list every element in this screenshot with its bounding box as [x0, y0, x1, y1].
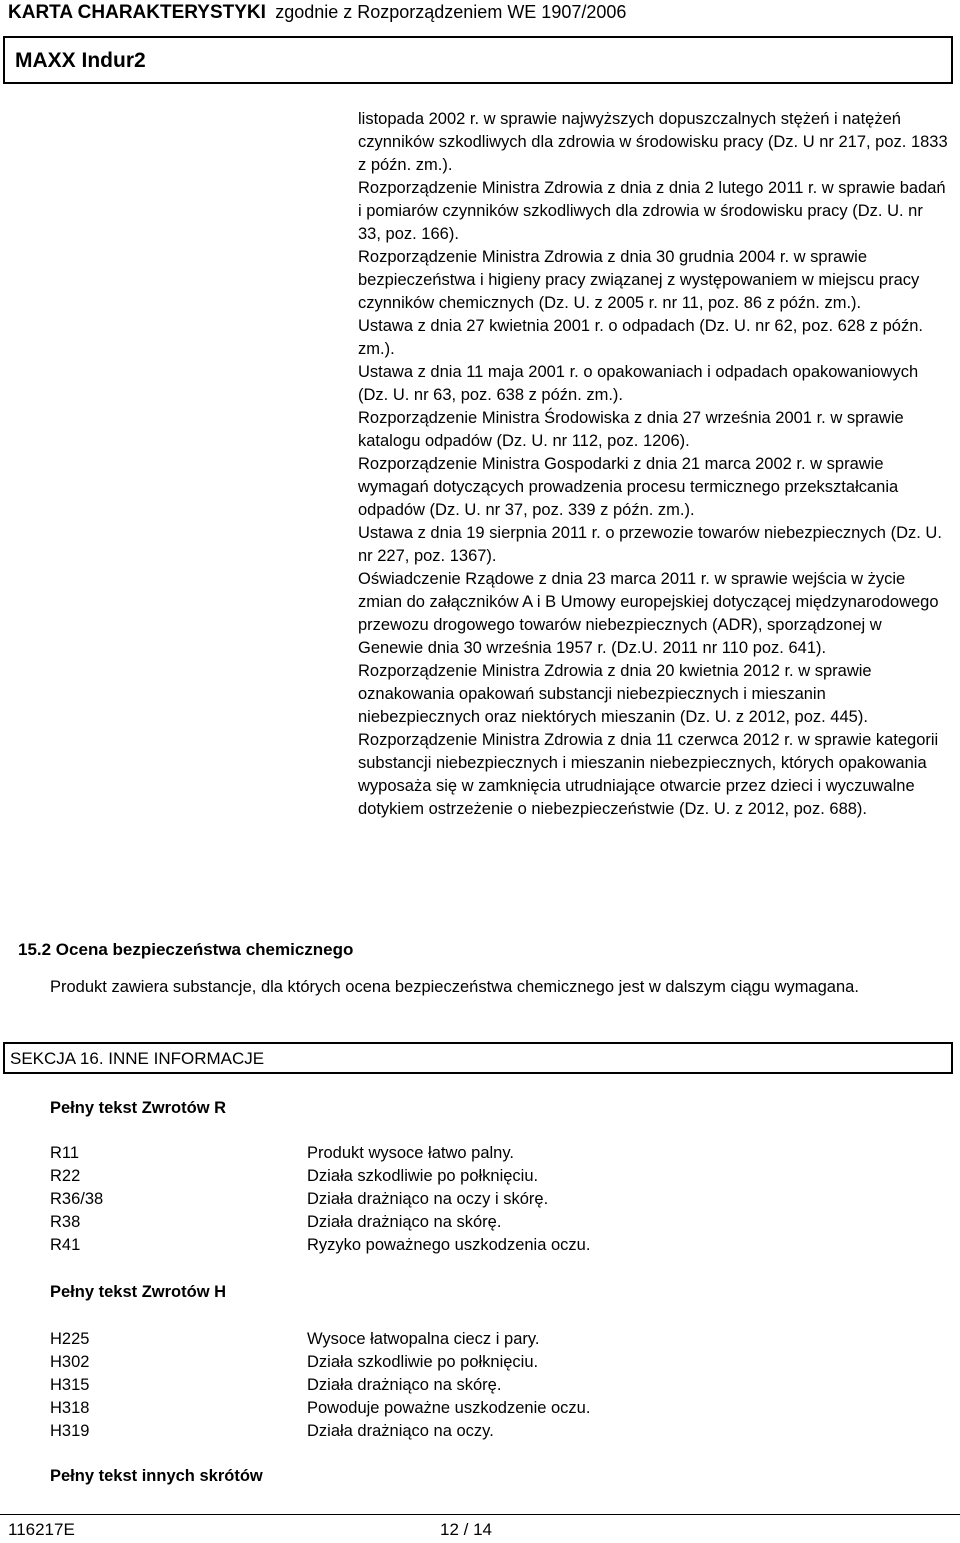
- phrase-code: R38: [50, 1213, 81, 1231]
- phrase-code: R11: [50, 1144, 80, 1162]
- regulation-item: Ustawa z dnia 19 sierpnia 2011 r. o przewozie towarów niebezpiecznych (Dz. U. nr 227, poz. 1367).: [358, 524, 942, 565]
- title-main: KARTA CHARAKTERYSTYKI: [8, 2, 266, 23]
- phrase-code: H315: [50, 1376, 90, 1394]
- regulation-item: Oświadczenie Rządowe z dnia 23 marca 2011 r. w sprawie wejścia w życie zmian do załączników A i B Umowy europejskiej dotyczącej międzynarodowego przewozu drogowego towarów niebezpiecznych (ADR), sporządzonej w Genewie dnia 30 września 1957 r. (Dz.U. 2011 nr 110 poz. 641).: [358, 570, 939, 657]
- phrase-text: Działa drażniąco na oczy.: [307, 1422, 494, 1440]
- phrase-code: H319: [50, 1422, 90, 1440]
- regulations-list: [358, 108, 948, 821]
- product-name: MAXX Indur2: [15, 49, 146, 72]
- phrase-text: Ryzyko poważnego uszkodzenia oczu.: [307, 1236, 591, 1254]
- page-number: 12 / 14: [440, 1520, 492, 1539]
- product-name-box: [3, 36, 953, 84]
- phrase-row: [50, 1351, 930, 1374]
- phrase-text: Działa drażniąco na skórę.: [307, 1213, 502, 1231]
- phrase-row: [50, 1397, 930, 1420]
- phrase-text: Produkt wysoce łatwo palny.: [307, 1144, 514, 1162]
- phrase-row: [50, 1211, 930, 1234]
- regulation-item: Rozporządzenie Ministra Zdrowia z dnia 20 kwietnia 2012 r. w sprawie oznakowania opakowań substancji niebezpiecznych i mieszanin niebezpiecznych oraz niektórych mieszanin (Dz. U. z 2012, poz. 445).: [358, 662, 872, 726]
- regulation-item: Ustawa z dnia 11 maja 2001 r. o opakowaniach i odpadach opakowaniowych (Dz. U. nr 63, poz. 638 z późn. zm.).: [358, 363, 919, 404]
- section-16-heading-box: [3, 1042, 953, 1074]
- section-15-2-heading: 15.2 Ocena bezpieczeństwa chemicznego: [18, 940, 354, 959]
- section-16-heading: SEKCJA 16. INNE INFORMACJE: [10, 1049, 265, 1068]
- regulation-item: Rozporządzenie Ministra Gospodarki z dnia 21 marca 2002 r. w sprawie wymagań dotyczących prowadzenia procesu termicznego przekształcania odpadów (Dz. U. nr 37, poz. 339 z późn. zm.).: [358, 455, 899, 519]
- h-phrases-heading: Pełny tekst Zwrotów H: [50, 1283, 227, 1301]
- phrase-row: [50, 1142, 930, 1165]
- phrase-code: R22: [50, 1167, 81, 1185]
- phrase-row: [50, 1374, 930, 1397]
- phrase-code: R41: [50, 1236, 81, 1254]
- h-phrases-table: [50, 1328, 930, 1443]
- phrase-text: Działa drażniąco na skórę.: [307, 1376, 502, 1394]
- document-title: [8, 2, 948, 24]
- document-code: 116217E: [8, 1520, 75, 1539]
- section-15-2-text: Produkt zawiera substancje, dla których ocena bezpieczeństwa chemicznego jest w dalszym ciągu wymagana.: [50, 978, 859, 996]
- regulation-item: listopada 2002 r. w sprawie najwyższych dopuszczalnych stężeń i natężeń czynników szkodliwych dla zdrowia w środowisku pracy (Dz. U nr 217, poz. 1833 z późn. zm.).: [358, 110, 948, 174]
- regulation-item: Ustawa z dnia 27 kwietnia 2001 r. o odpadach (Dz. U. nr 62, poz. 628 z późn. zm.).: [358, 317, 923, 358]
- phrase-row: [50, 1165, 930, 1188]
- phrase-text: Działa szkodliwie po połknięciu.: [307, 1353, 539, 1371]
- phrase-code: H302: [50, 1353, 90, 1371]
- r-phrases-table: [50, 1142, 930, 1257]
- phrase-code: H225: [50, 1330, 90, 1348]
- page-footer: [0, 1514, 960, 1543]
- phrase-row: [50, 1234, 930, 1257]
- regulation-item: Rozporządzenie Ministra Środowiska z dnia 27 września 2001 r. w sprawie katalogu odpadów (Dz. U. nr 112, poz. 1206).: [358, 409, 904, 450]
- phrase-row: [50, 1328, 930, 1351]
- title-regulation: zgodnie z Rozporządzeniem WE 1907/2006: [275, 2, 627, 22]
- regulation-item: Rozporządzenie Ministra Zdrowia z dnia 11 czerwca 2012 r. w sprawie kategorii substancji niebezpiecznych i mieszanin niebezpiecznych, których opakowania wyposaża się w zamknięcia utrudniające otwarcie przez dzieci i wyczuwalne dotykiem ostrzeżenie o niebezpieczeństwie (Dz. U. z 2012, poz. 688).: [358, 731, 939, 818]
- phrase-text: Powoduje poważne uszkodzenie oczu.: [307, 1399, 591, 1417]
- regulation-item: Rozporządzenie Ministra Zdrowia z dnia 30 grudnia 2004 r. w sprawie bezpieczeństwa i higieny pracy związanej z występowaniem w miejscu pracy czynników chemicznych (Dz. U. z 2005 r. nr 11, poz. 86 z późn. zm.).: [358, 248, 920, 312]
- r-phrases-heading: Pełny tekst Zwrotów R: [50, 1099, 227, 1117]
- phrase-code: R36/38: [50, 1190, 104, 1208]
- phrase-text: Wysoce łatwopalna ciecz i pary.: [307, 1330, 540, 1348]
- phrase-code: H318: [50, 1399, 90, 1417]
- phrase-row: [50, 1188, 930, 1211]
- phrase-text: Działa szkodliwie po połknięciu.: [307, 1167, 539, 1185]
- phrase-row: [50, 1420, 930, 1443]
- phrase-text: Działa drażniąco na oczy i skórę.: [307, 1190, 549, 1208]
- other-abbreviations-heading: Pełny tekst innych skrótów: [50, 1467, 263, 1485]
- regulation-item: Rozporządzenie Ministra Zdrowia z dnia z dnia 2 lutego 2011 r. w sprawie badań i pomiarów czynników szkodliwych dla zdrowia w środowisku pracy (Dz. U. nr 33, poz. 166).: [358, 179, 946, 243]
